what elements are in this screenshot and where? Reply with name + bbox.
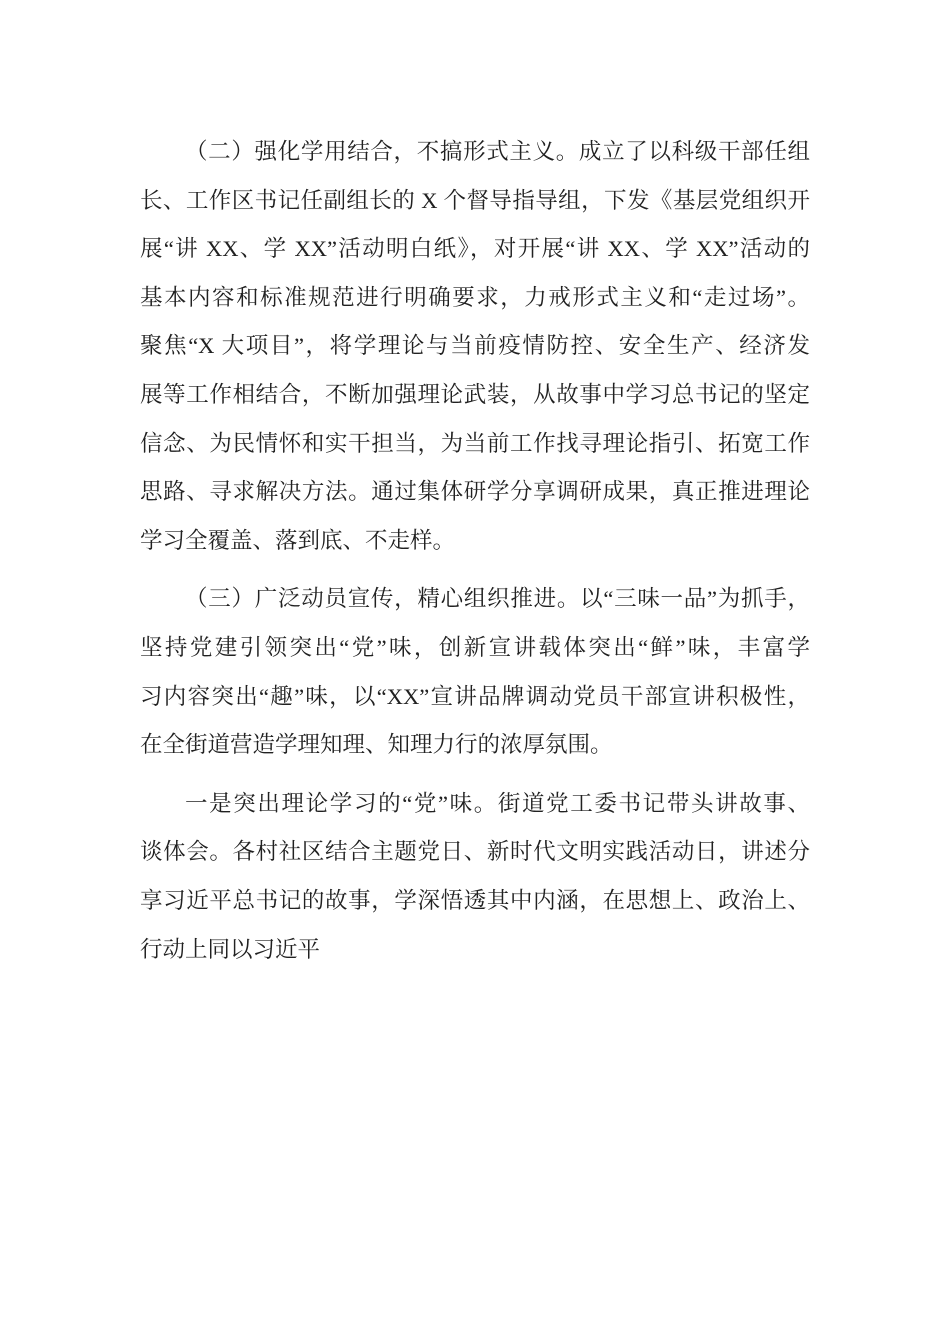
text-line: 思路、寻求解决方法。通过集体研学分享调研成果，真正推进理论 — [140, 479, 810, 505]
text-line: 坚持党建引领突出“党”味，创新宣讲载体突出“鲜”味，丰富学 — [140, 634, 810, 660]
text-line: 行动上同以习近平 — [140, 936, 321, 962]
text-line: 聚焦“X 大项目”，将学理论与当前疫情防控、安全生产、经济发 — [140, 333, 810, 359]
paragraph-yishi — [140, 780, 810, 974]
text-line: 学习全覆盖、落到底、不走样。 — [140, 527, 456, 553]
text-line: 基本内容和标准规范进行明确要求，力戒形式主义和“走过场”。 — [140, 284, 810, 310]
text-line: 享习近平总书记的故事，学深悟透其中内涵，在思想上、政治上、 — [140, 887, 810, 913]
text-line: 展“讲 XX、学 XX”活动明白纸》，对开展“讲 XX、学 XX”活动的 — [140, 236, 810, 262]
text-line: 习内容突出“趣”味，以“XX”宣讲品牌调动党员干部宣讲积极性， — [140, 683, 810, 709]
text-line: （三）广泛动员宣传，精心组织推进。以“三味一品”为抓手， — [185, 586, 810, 612]
paragraph-2 — [140, 128, 810, 565]
text-line: 谈体会。各村社区结合主题党日、新时代文明实践活动日，讲述分 — [140, 839, 810, 865]
paragraph-3 — [140, 575, 810, 769]
text-line: （二）强化学用结合，不搞形式主义。成立了以科级干部任组 — [185, 139, 810, 164]
text-line: 展等工作相结合，不断加强理论武装，从故事中学习总书记的坚定 — [140, 381, 810, 407]
text-line: 一是突出理论学习的“党”味。街道党工委书记带头讲故事、 — [185, 790, 810, 816]
document-body — [140, 128, 810, 974]
text-line: 信念、为民情怀和实干担当，为当前工作找寻理论指引、拓宽工作 — [140, 430, 810, 456]
text-line: 长、工作区书记任副组长的 X 个督导指导组，下发《基层党组织开 — [140, 187, 810, 213]
text-line: 在全街道营造学理知理、知理力行的浓厚氛围。 — [140, 732, 613, 758]
